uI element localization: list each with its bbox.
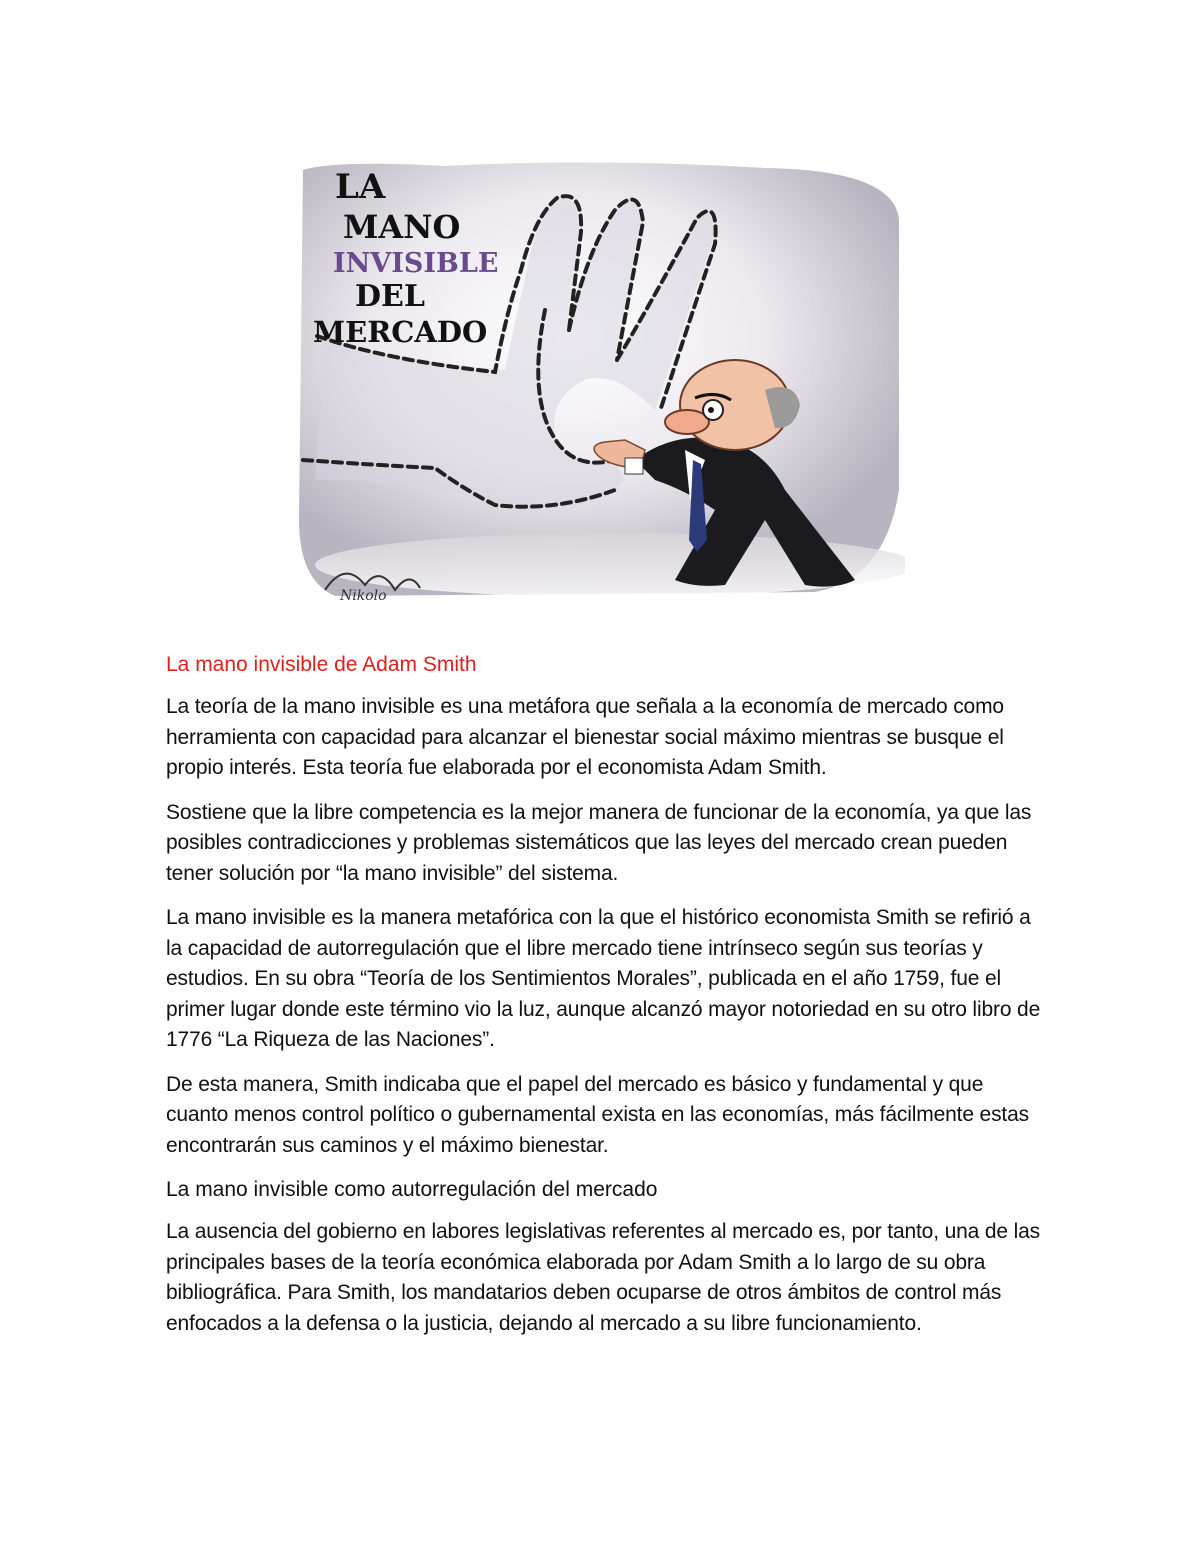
svg-text:Nikolo: Nikolo — [340, 588, 387, 604]
invisible-hand-cartoon — [295, 160, 905, 605]
svg-text:MANO: MANO — [343, 208, 461, 246]
section-heading-2: La mano invisible como autorregulación del mercado — [166, 1178, 658, 1201]
svg-text:MERCADO: MERCADO — [313, 315, 488, 349]
paragraph-1: La teoría de la mano invisible es una metáfora que señala a la economía de mercado como herramienta con capacidad para alcanzar el bienestar social máximo mientras se busque el propio interés. Esta teoría fue elaborada por el economista Adam Smith. — [166, 695, 1004, 779]
svg-text:LA: LA — [335, 167, 386, 207]
svg-text:INVISIBLE: INVISIBLE — [333, 248, 499, 279]
svg-text:DEL: DEL — [355, 279, 425, 314]
paragraph-2: Sostiene que la libre competencia es la mejor manera de funcionar de la economía, ya que las posibles contradicciones y problemas sistemáticos que las leyes del mercado crean pueden tener solución por “la mano invisible” del sistema. — [166, 800, 1032, 885]
paragraph-4: De esta manera, Smith indicaba que el papel del mercado es básico y fundamental y que cuanto menos control político o gubernamental exista en las economías, más fácilmente estas encontrarán sus caminos y el máximo bienestar. — [166, 1072, 1029, 1157]
section-heading-1: La mano invisible de Adam Smith — [166, 653, 477, 676]
paragraph-3: La mano invisible es la manera metafórica con la que el histórico economista Smith se refirió a la capacidad de autorregulación que el libre mercado tiene intrínseco según sus teorías y estudios. En su obra “Teoría de los Sentimientos Morales”, publicada en el año 1759, fue el primer lugar donde este término vio la luz, aunque alcanzó mayor notoriedad en su otro libro de 1776 “La Riqueza de las Naciones”. — [166, 906, 1041, 1051]
paragraph-5: La ausencia del gobierno en labores legislativas referentes al mercado es, por tanto, una de las principales bases de la teoría económica elaborada por Adam Smith a lo largo de su obra bibliográfica. Para Smith, los mandatarios deben ocuparse de otros ámbitos de control más enfocados a la defensa o la justicia, dejando al mercado a su libre funcionamiento. — [166, 1220, 1040, 1335]
document-body — [166, 650, 1046, 1353]
